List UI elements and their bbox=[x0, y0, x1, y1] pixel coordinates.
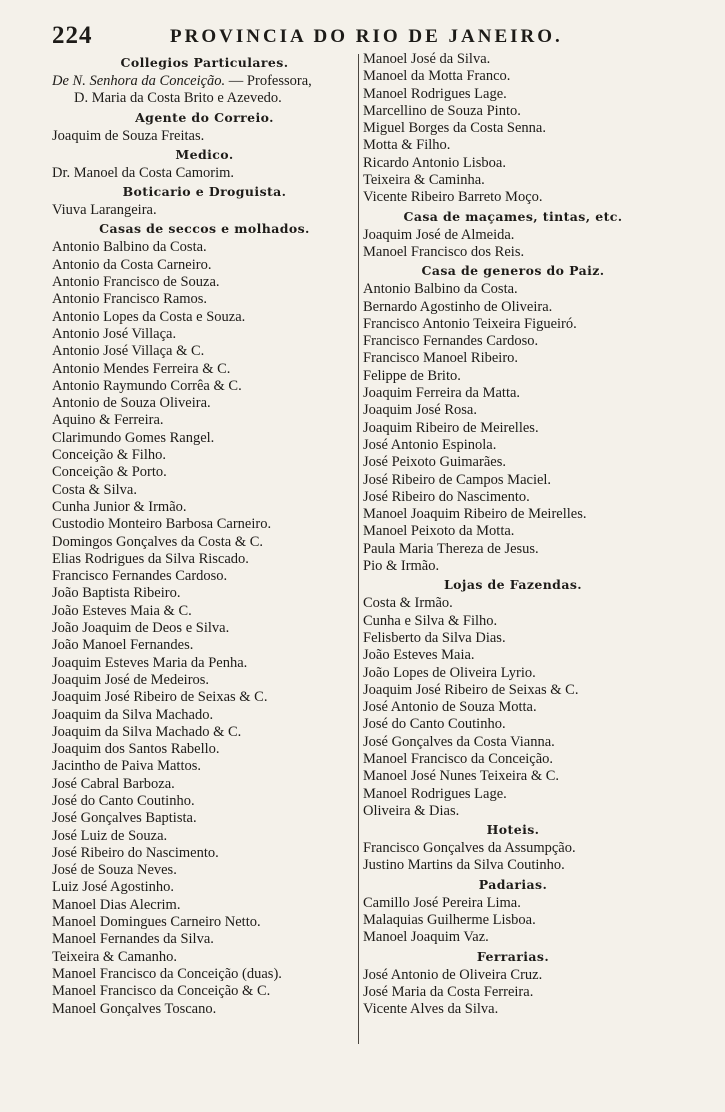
directory-entry: Bernardo Agostinho de Oliveira. bbox=[363, 298, 553, 315]
directory-entry: Francisco Antonio Teixeira Figueiró. bbox=[363, 315, 577, 332]
directory-entry: José Ribeiro de Campos Maciel. bbox=[363, 471, 552, 488]
directory-entry: Antonio de Souza Oliveira. bbox=[52, 395, 211, 412]
directory-entry: Joaquim da Silva Machado. bbox=[52, 706, 214, 723]
directory-entry: Joaquim José Rosa. bbox=[363, 402, 477, 419]
page-number: 224 bbox=[52, 22, 93, 49]
directory-entry: Ricardo Antonio Lisboa. bbox=[363, 154, 506, 171]
directory-entry: Joaquim dos Santos Rabello. bbox=[52, 741, 220, 758]
directory-entry: Aquino & Ferreira. bbox=[52, 412, 164, 429]
directory-entry: Manoel Francisco da Conceição & C. bbox=[52, 983, 271, 1000]
directory-entry: Malaquias Guilherme Lisboa. bbox=[363, 912, 536, 929]
directory-entry: Pio & Irmão. bbox=[363, 558, 440, 575]
directory-entry: Joaquim Ribeiro de Meirelles. bbox=[363, 419, 539, 436]
directory-entry: Francisco Manoel Ribeiro. bbox=[363, 350, 519, 367]
directory-entry: Antonio José Villaça & C. bbox=[52, 343, 205, 360]
directory-entry: Joaquim José Ribeiro de Seixas & C. bbox=[52, 689, 268, 706]
right-column bbox=[363, 51, 663, 1019]
directory-entry: Manoel Domingues Carneiro Netto. bbox=[52, 914, 261, 931]
directory-entry: Paula Maria Thereza de Jesus. bbox=[363, 540, 539, 557]
directory-entry: João Baptista Ribeiro. bbox=[52, 585, 181, 602]
directory-entry: Manoel Francisco da Conceição (duas). bbox=[52, 965, 282, 982]
directory-entry: Dr. Manoel da Costa Camorim. bbox=[52, 164, 235, 181]
directory-entry: José Antonio de Oliveira Cruz. bbox=[363, 966, 543, 983]
directory-entry: Antonio Raymundo Corrêa & C. bbox=[52, 377, 242, 394]
section-heading: Medico. bbox=[175, 146, 234, 162]
directory-entry bbox=[52, 73, 357, 90]
directory-entry: Manoel da Motta Franco. bbox=[363, 68, 511, 85]
directory-entry: João Joaquim de Deos e Silva. bbox=[52, 620, 230, 637]
directory-entry: José Ribeiro do Nascimento. bbox=[363, 488, 530, 505]
directory-entry: Joaquim Esteves Maria da Penha. bbox=[52, 654, 248, 671]
directory-entry: Cunha e Silva & Filho. bbox=[363, 612, 498, 629]
running-title: PROVINCIA DO RIO DE JANEIRO. bbox=[170, 26, 563, 47]
directory-entry: Manoel José Nunes Teixeira & C. bbox=[363, 768, 560, 785]
directory-entry: Joaquim da Silva Machado & C. bbox=[52, 723, 242, 740]
directory-entry: José Antonio Espinola. bbox=[363, 436, 497, 453]
directory-entry: Jacintho de Paiva Mattos. bbox=[52, 758, 202, 775]
directory-entry: Elias Rodrigues da Silva Riscado. bbox=[52, 550, 249, 567]
page-header bbox=[0, 20, 725, 54]
directory-entry: Manoel José da Silva. bbox=[363, 51, 491, 67]
directory-entry: Manoel Francisco dos Reis. bbox=[363, 243, 525, 260]
directory-entry: José Luiz de Souza. bbox=[52, 827, 168, 844]
section-heading: Lojas de Fazendas. bbox=[443, 577, 583, 593]
directory-entry: Conceição & Porto. bbox=[52, 464, 167, 481]
directory-entry: Vicente Ribeiro Barreto Moço. bbox=[363, 189, 543, 206]
directory-entry: Domingos Gonçalves da Costa & C. bbox=[52, 533, 264, 550]
directory-entry: Viuva Larangeira. bbox=[52, 202, 157, 219]
directory-entry: José Gonçalves Baptista. bbox=[52, 810, 197, 827]
directory-entry: Antonio Balbino da Costa. bbox=[52, 239, 207, 256]
section-heading: Ferrarias. bbox=[476, 948, 550, 964]
directory-entry: Vicente Alves da Silva. bbox=[363, 1001, 499, 1018]
directory-entry: José Peixoto Guimarães. bbox=[363, 454, 506, 471]
directory-entry: Manoel Francisco da Conceição. bbox=[363, 750, 554, 767]
directory-entry: Antonio José Villaça. bbox=[52, 325, 177, 342]
directory-entry: Teixeira & Camanho. bbox=[52, 948, 178, 965]
entry-lead: De N. Senhora da Conceição. bbox=[52, 73, 226, 89]
directory-entry: Clarimundo Gomes Rangel. bbox=[52, 429, 215, 446]
directory-entry: Antonio Lopes da Costa e Souza. bbox=[52, 308, 246, 325]
directory-entry: Manoel Peixoto da Motta. bbox=[363, 523, 515, 540]
section-heading: Padarias. bbox=[478, 876, 548, 892]
directory-entry: José do Canto Coutinho. bbox=[52, 792, 195, 809]
directory-entry: João Esteves Maia & C. bbox=[52, 602, 192, 619]
directory-entry: D. Maria da Costa Brito e Azevedo. bbox=[74, 90, 282, 107]
directory-entry: Felisberto da Silva Dias. bbox=[363, 629, 506, 646]
directory-entry: José Cabral Barboza. bbox=[52, 775, 175, 792]
directory-entry: Marcellino de Souza Pinto. bbox=[363, 102, 521, 119]
directory-entry: João Esteves Maia. bbox=[363, 647, 475, 664]
directory-entry: José Antonio de Souza Motta. bbox=[363, 699, 537, 716]
directory-entry: Costa & Silva. bbox=[52, 481, 137, 498]
section-heading: Casas de seccos e molhados. bbox=[99, 221, 310, 237]
section-heading: Casa de maçames, tintas, etc. bbox=[403, 208, 623, 224]
directory-entry: José de Souza Neves. bbox=[52, 862, 177, 879]
directory-entry: Manoel Joaquim Vaz. bbox=[363, 929, 489, 946]
directory-entry: Conceição & Filho. bbox=[52, 447, 166, 464]
directory-entry: Joaquim de Souza Freitas. bbox=[52, 127, 205, 144]
directory-entry: José do Canto Coutinho. bbox=[363, 716, 506, 733]
directory-entry: José Ribeiro do Nascimento. bbox=[52, 844, 219, 861]
directory-entry: Manoel Fernandes da Silva. bbox=[52, 931, 214, 948]
column-divider bbox=[358, 54, 359, 1044]
directory-entry: Custodio Monteiro Barbosa Carneiro. bbox=[52, 516, 272, 533]
directory-entry: Camillo José Pereira Lima. bbox=[363, 894, 521, 911]
section-heading: Boticario e Droguista. bbox=[122, 184, 287, 200]
directory-entry: João Manoel Fernandes. bbox=[52, 637, 194, 654]
directory-entry: José Gonçalves da Costa Vianna. bbox=[363, 733, 555, 750]
directory-entry: Costa & Irmão. bbox=[363, 595, 453, 612]
directory-entry: Antonio Francisco de Souza. bbox=[52, 274, 220, 291]
section-heading: Agente do Correio. bbox=[135, 109, 274, 125]
directory-entry: João Lopes de Oliveira Lyrio. bbox=[363, 664, 536, 681]
directory-entry: Francisco Fernandes Cardoso. bbox=[52, 568, 228, 585]
entry-text: — Professora, bbox=[225, 73, 312, 89]
directory-entry: Miguel Borges da Costa Senna. bbox=[363, 120, 546, 137]
directory-entry: Felippe de Brito. bbox=[363, 367, 461, 384]
directory-entry: Manoel Rodrigues Lage. bbox=[363, 85, 507, 102]
directory-entry: Luiz José Agostinho. bbox=[52, 879, 175, 896]
directory-entry: José Maria da Costa Ferreira. bbox=[363, 983, 534, 1000]
directory-entry: Antonio Balbino da Costa. bbox=[363, 281, 518, 298]
directory-entry: Francisco Fernandes Cardoso. bbox=[363, 333, 539, 350]
directory-entry: Joaquim José de Almeida. bbox=[363, 226, 515, 243]
directory-entry: Oliveira & Dias. bbox=[363, 802, 460, 819]
directory-entry: Manoel Rodrigues Lage. bbox=[363, 785, 507, 802]
directory-entry: Antonio da Costa Carneiro. bbox=[52, 256, 212, 273]
directory-entry: Joaquim José de Medeiros. bbox=[52, 671, 210, 688]
section-heading: Collegios Particulares. bbox=[120, 55, 289, 70]
directory-entry: Manoel Gonçalves Toscano. bbox=[52, 1000, 217, 1017]
directory-entry: Antonio Francisco Ramos. bbox=[52, 291, 208, 308]
directory-entry: Francisco Gonçalves da Assumpção. bbox=[363, 840, 576, 857]
directory-entry: Teixeira & Caminha. bbox=[363, 172, 485, 189]
left-column bbox=[52, 53, 357, 1018]
directory-entry: Justino Martins da Silva Coutinho. bbox=[363, 857, 565, 874]
directory-entry: Joaquim Ferreira da Matta. bbox=[363, 385, 521, 402]
directory-entry: Joaquim José Ribeiro de Seixas & C. bbox=[363, 681, 579, 698]
directory-entry: Motta & Filho. bbox=[363, 137, 451, 154]
directory-entry: Antonio Mendes Ferreira & C. bbox=[52, 360, 231, 377]
directory-entry: Manoel Dias Alecrim. bbox=[52, 896, 181, 913]
section-heading: Hoteis. bbox=[486, 822, 540, 838]
directory-entry: Manoel Joaquim Ribeiro de Meirelles. bbox=[363, 506, 587, 523]
directory-entry: Cunha Junior & Irmão. bbox=[52, 498, 187, 515]
section-heading: Casa de generos do Paiz. bbox=[421, 263, 605, 279]
